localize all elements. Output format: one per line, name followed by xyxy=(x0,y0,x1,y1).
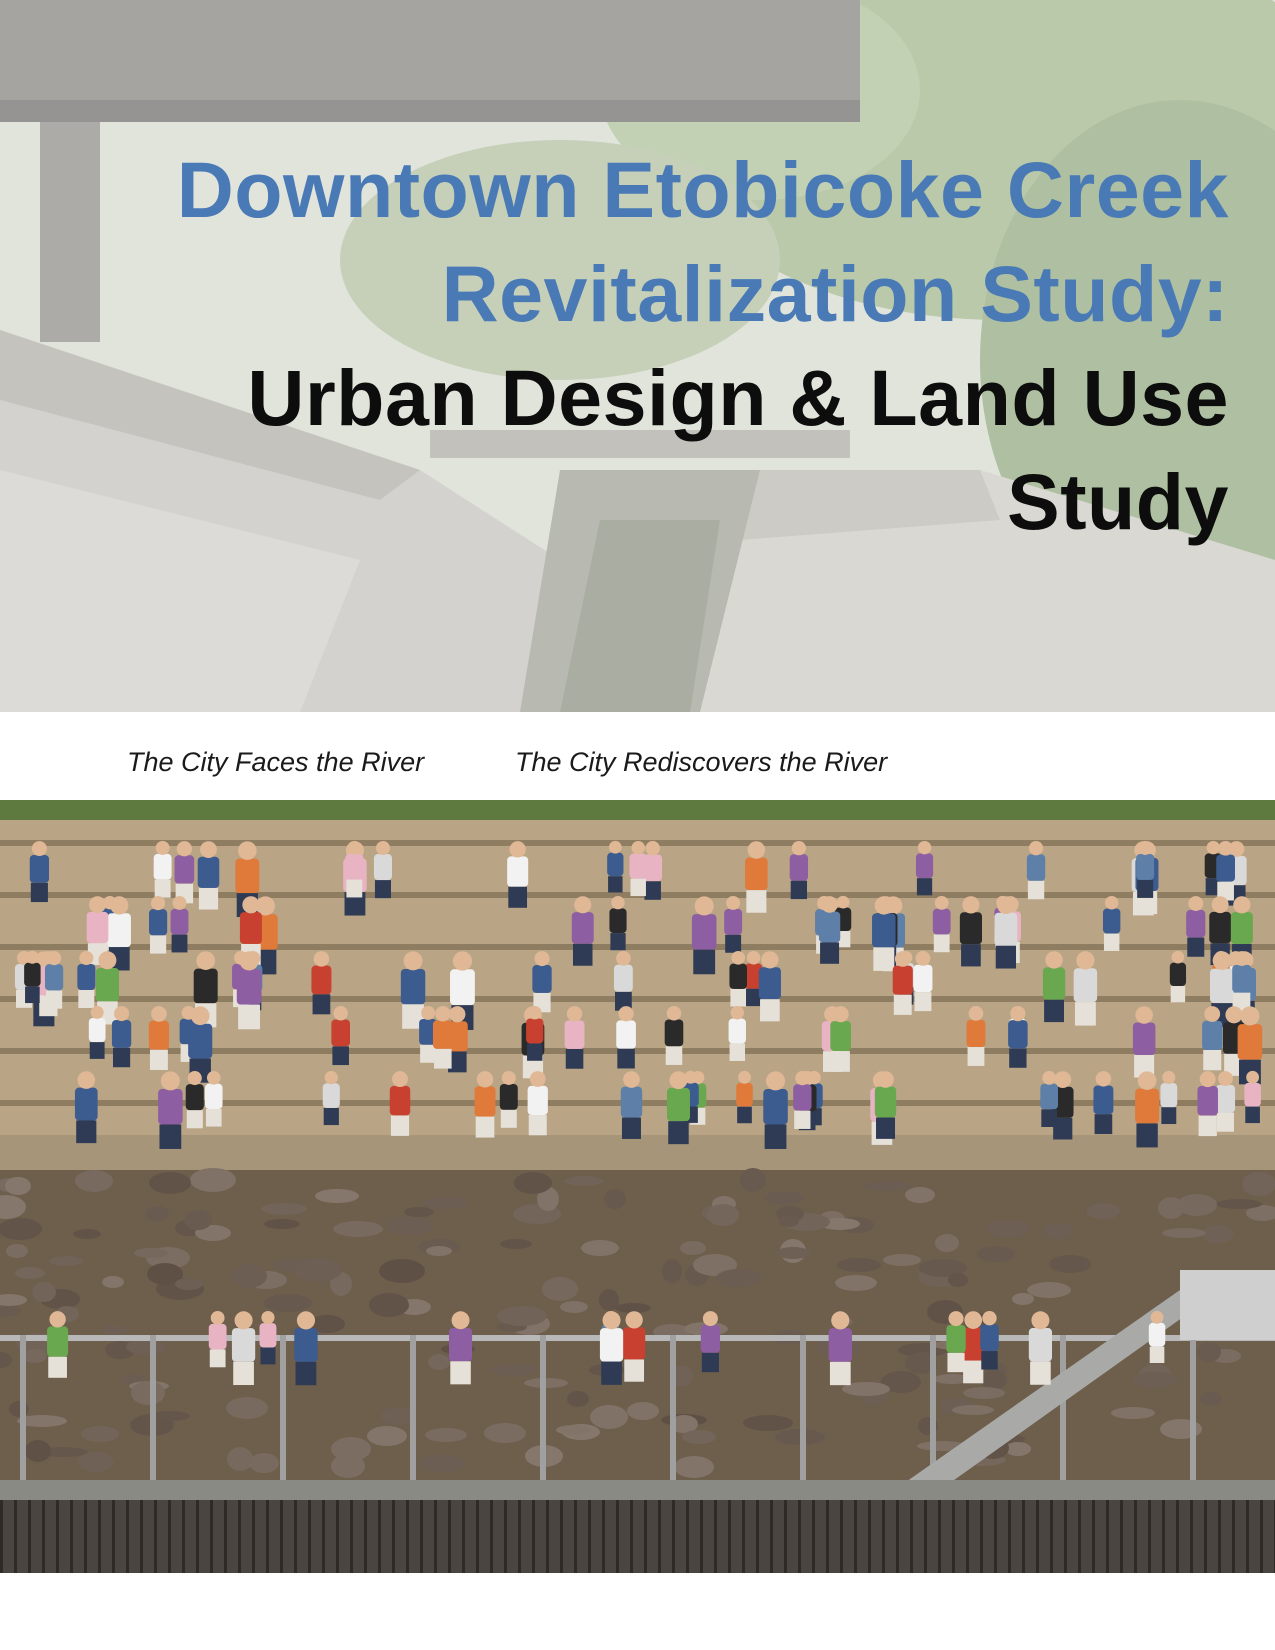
cover-title-line-2: Revitalization Study: xyxy=(441,249,1229,338)
person xyxy=(667,1071,690,1144)
person xyxy=(623,1311,645,1381)
riverfront-steps-illustration xyxy=(0,800,1275,1573)
person xyxy=(701,1311,720,1372)
person xyxy=(933,896,951,952)
person xyxy=(1197,1071,1218,1136)
person xyxy=(1029,1311,1052,1384)
person xyxy=(507,841,528,908)
person xyxy=(967,1006,986,1066)
person xyxy=(692,896,717,974)
cover-subtitle-line-1: Urban Design & Land Use xyxy=(247,353,1229,442)
person xyxy=(374,841,392,898)
caption-city-rediscovers-river: The City Rediscovers the River xyxy=(515,747,888,777)
person xyxy=(232,1311,255,1385)
person xyxy=(763,1071,788,1149)
person xyxy=(526,1006,543,1061)
person xyxy=(390,1071,410,1136)
person xyxy=(45,951,63,1009)
person xyxy=(893,951,913,1015)
person xyxy=(528,1071,548,1135)
person xyxy=(1133,1006,1156,1077)
person xyxy=(980,1311,998,1370)
person xyxy=(175,841,195,903)
person xyxy=(609,896,626,950)
person xyxy=(1103,896,1120,951)
person xyxy=(1074,951,1097,1025)
person xyxy=(331,1006,350,1065)
person xyxy=(793,1071,811,1129)
person xyxy=(198,841,220,909)
person xyxy=(188,1006,212,1082)
person xyxy=(1244,1071,1260,1123)
person xyxy=(616,1006,636,1068)
person xyxy=(745,841,768,912)
person xyxy=(1186,896,1205,957)
person xyxy=(532,951,551,1012)
person xyxy=(154,841,172,898)
person xyxy=(475,1071,496,1137)
person xyxy=(30,841,49,902)
person xyxy=(565,1006,585,1069)
person xyxy=(433,1006,453,1069)
person xyxy=(323,1071,340,1125)
person xyxy=(572,896,594,966)
person xyxy=(790,841,808,899)
person xyxy=(600,1311,623,1385)
person xyxy=(1136,841,1154,898)
person xyxy=(205,1071,223,1127)
person xyxy=(665,1006,684,1065)
caption-city-faces-river: The City Faces the River xyxy=(127,747,425,777)
person xyxy=(1027,841,1045,899)
person xyxy=(500,1071,518,1128)
person xyxy=(294,1311,317,1385)
person xyxy=(47,1311,68,1378)
cover-title-block xyxy=(79,138,1229,554)
person xyxy=(729,951,747,1007)
person xyxy=(819,896,840,964)
person xyxy=(449,1311,472,1384)
person xyxy=(171,896,189,952)
person xyxy=(1232,951,1251,1012)
person xyxy=(946,1311,965,1372)
person xyxy=(237,951,262,1029)
person xyxy=(829,1311,852,1385)
person xyxy=(916,841,933,895)
person xyxy=(24,951,40,1003)
person xyxy=(345,841,363,897)
person xyxy=(149,896,167,954)
cover-title-line-1: Downtown Etobicoke Creek xyxy=(176,145,1229,234)
person xyxy=(89,1006,106,1059)
person xyxy=(724,896,742,953)
person xyxy=(260,1311,277,1364)
person xyxy=(1093,1071,1113,1134)
person xyxy=(1135,1071,1159,1147)
cover-subtitle-line-2: Study xyxy=(1007,457,1229,546)
person xyxy=(1202,1006,1222,1070)
person xyxy=(736,1071,753,1123)
person xyxy=(759,951,781,1021)
person xyxy=(1160,1071,1177,1124)
person xyxy=(607,841,623,893)
person xyxy=(186,1071,204,1128)
crowd-photo-riverfront-steps xyxy=(0,800,1275,1573)
person xyxy=(112,1006,131,1067)
photo-caption-strip xyxy=(0,712,1275,800)
person xyxy=(872,896,896,971)
person xyxy=(1170,951,1186,1002)
person xyxy=(1149,1311,1165,1363)
person xyxy=(630,841,647,896)
person xyxy=(75,1071,98,1143)
person xyxy=(621,1071,642,1139)
person xyxy=(401,951,425,1028)
person xyxy=(830,1006,851,1072)
person xyxy=(209,1311,227,1367)
person xyxy=(77,951,95,1008)
person xyxy=(994,896,1017,968)
person xyxy=(311,951,331,1014)
person xyxy=(1008,1006,1027,1068)
person xyxy=(614,951,633,1011)
person xyxy=(1040,1071,1058,1127)
person xyxy=(1216,841,1235,900)
hero-photo-concrete-channel xyxy=(0,0,1275,712)
person xyxy=(1216,1071,1235,1132)
person xyxy=(913,951,932,1011)
person xyxy=(960,896,982,966)
person xyxy=(729,1006,746,1061)
person xyxy=(1043,951,1065,1022)
person xyxy=(875,1071,896,1139)
person xyxy=(149,1006,169,1070)
person xyxy=(158,1071,183,1149)
